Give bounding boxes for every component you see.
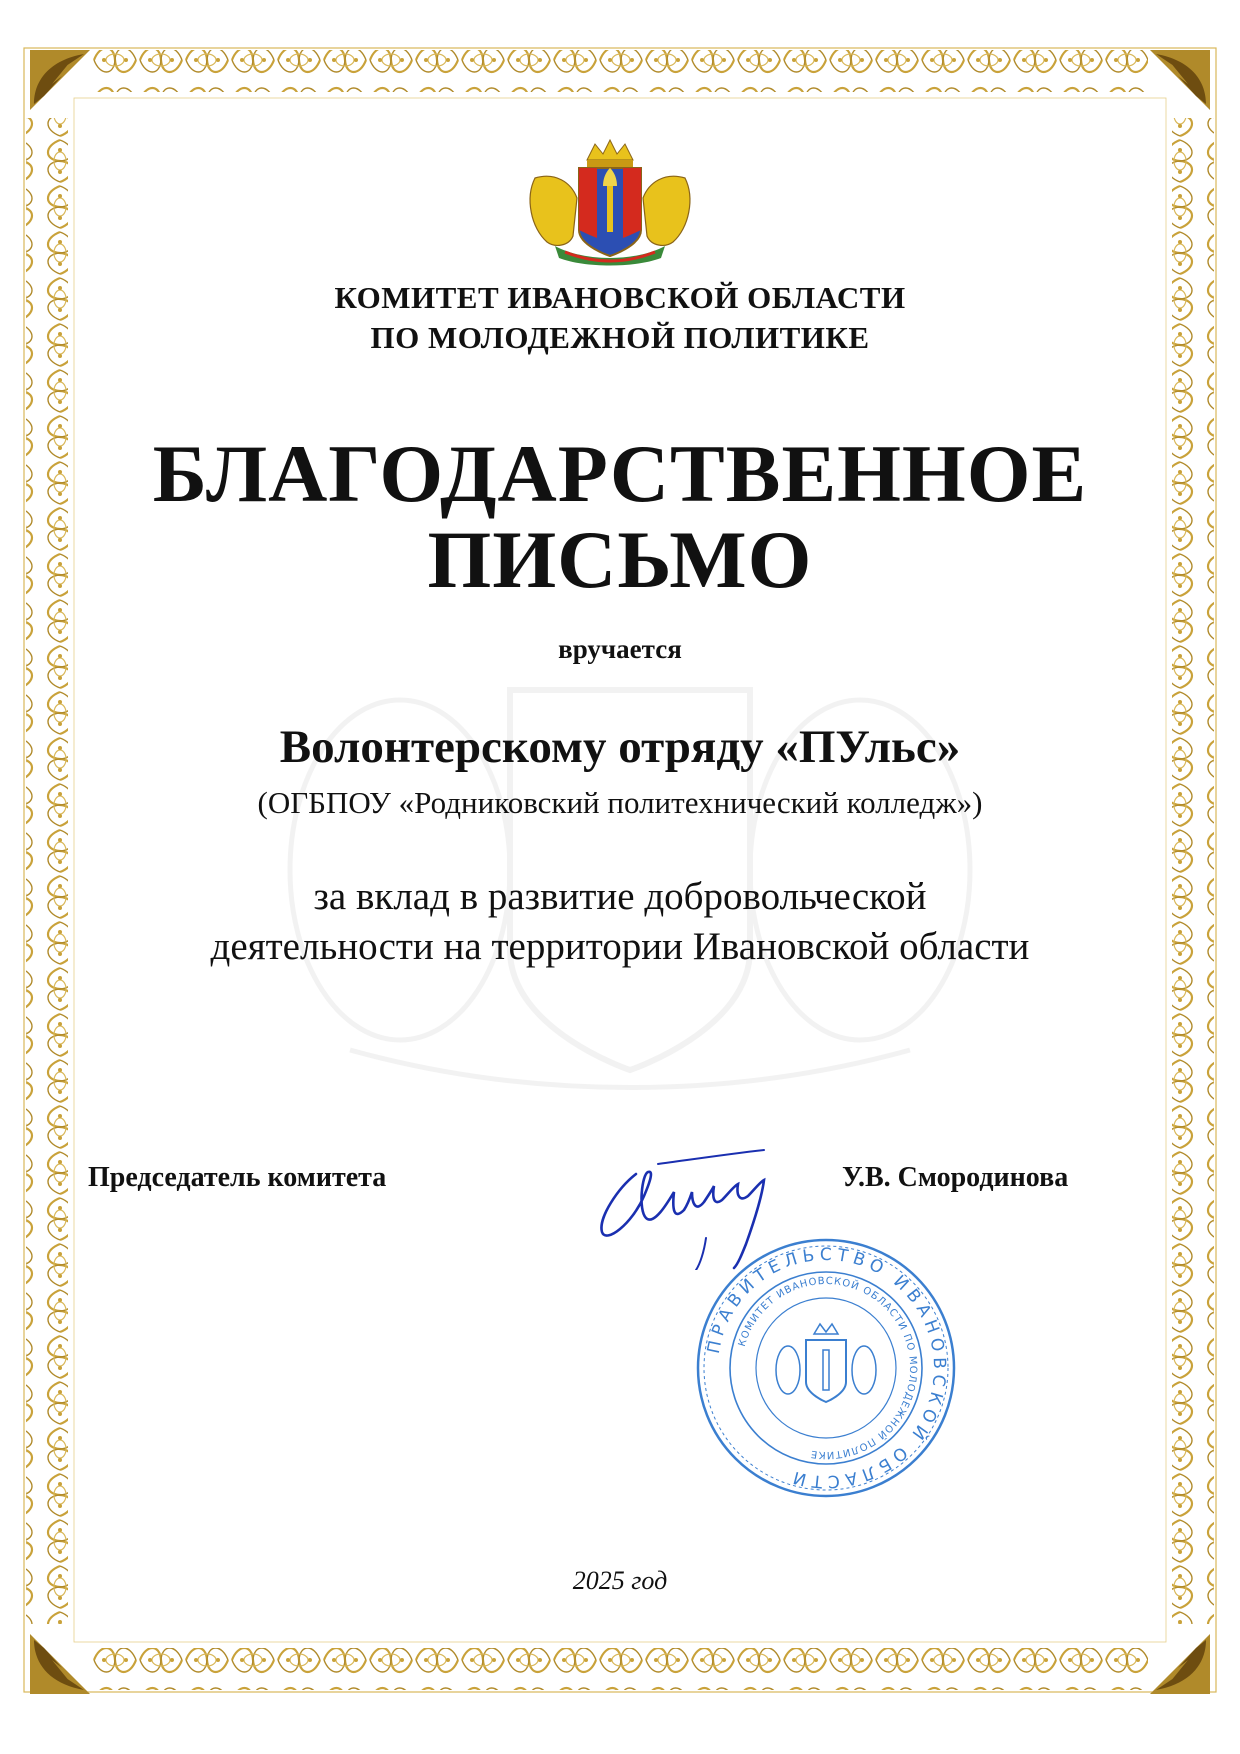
organization-name-line2: ПО МОЛОДЕЖНОЙ ПОЛИТИКЕ	[370, 320, 870, 355]
document-title-line1: БЛАГОДАРСТВЕННОЕ	[152, 428, 1088, 519]
recipient-organization: (ОГБПОУ «Родниковский политехнический колледж»)	[257, 785, 983, 820]
issue-year: 2025 год	[572, 1566, 668, 1595]
stamp-outer-text: ПРАВИТЕЛЬСТВО ИВАНОВСКОЙ ОБЛАСТИ	[703, 1244, 950, 1492]
official-stamp-icon	[694, 1236, 958, 1500]
signatory-name: У.В. Смородинова	[842, 1162, 1069, 1193]
recipient-name: Волонтерскому отряду «ПУльс»	[279, 721, 961, 773]
ivanovo-coat-of-arms-icon	[525, 138, 695, 268]
organization-name-line1: КОМИТЕТ ИВАНОВСКОЙ ОБЛАСТИ	[334, 280, 906, 315]
presented-label: вручается	[558, 634, 682, 664]
corner-ornament-top-right	[1150, 50, 1210, 110]
corner-ornament-bottom-right	[1150, 1634, 1210, 1694]
stamp-inner-text: КОМИТЕТ ИВАНОВСКОЙ ОБЛАСТИ ПО МОЛОДЕЖНОЙ ПОЛИТИКЕ	[736, 1275, 919, 1461]
reason-line1: за вклад в развитие добровольческой	[313, 875, 927, 918]
coat-of-arms-watermark	[230, 630, 1030, 1110]
corner-ornament-top-left	[30, 50, 90, 110]
svg-text:КОМИТЕТ ИВАНОВСКОЙ ОБЛАСТИ ПО	[737, 1276, 918, 1460]
corner-ornament-bottom-left	[30, 1634, 90, 1694]
document-title-line2: ПИСЬМО	[427, 514, 813, 605]
signatory-role: Председатель комитета	[88, 1162, 387, 1193]
reason-line2: деятельности на территории Ивановской области	[210, 925, 1030, 968]
